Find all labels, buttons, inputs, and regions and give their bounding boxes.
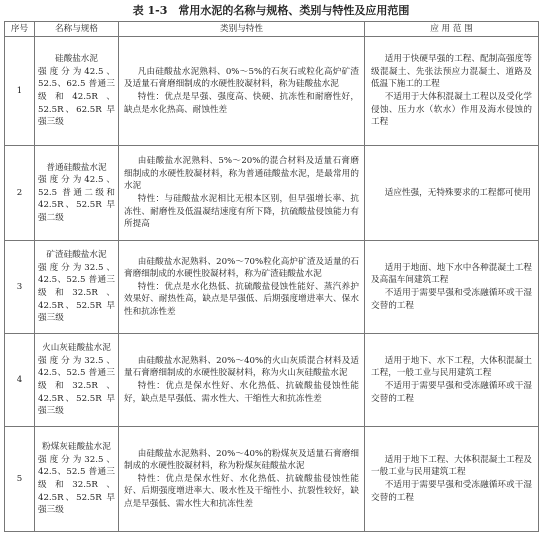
row-number: 1: [5, 37, 35, 146]
cement-spec: 强度分为42.5、52.5 普通二级和42.5R、52.5R 早强二级: [38, 175, 115, 223]
name-cell: [35, 146, 119, 241]
name-cell: [35, 37, 119, 146]
type-cell: [119, 427, 365, 532]
type-definition: 由硅酸盐水泥熟料、20%～40%的粉煤灰及适量石膏磨细制成的水硬性胶凝材料，称为粉煤灰硅酸盐水泥: [124, 448, 359, 472]
cement-name: 粉煤灰硅酸盐水泥: [42, 442, 111, 453]
table-caption: 表 1-3 常用水泥的名称与规格、类别与特性及应用范围: [132, 4, 410, 17]
type-definition: 由硅酸盐水泥熟料、20%～70%粒化高炉矿渣及适量的石膏磨细制成的水硬性胶凝材料，称为矿渣硅酸盐水泥: [124, 256, 359, 280]
type-definition: 凡由硅酸盐水泥熟料、0%～5%的石灰石或粒化高炉矿渣及适量石膏磨细制成的水硬性胶凝材料，称为硅酸盐水泥: [124, 66, 359, 90]
table-row: [5, 146, 539, 241]
row-number: 2: [5, 146, 35, 241]
row-number: 3: [5, 241, 35, 334]
type-definition: 由硅酸盐水泥熟料、20%～40%的火山灰质混合材料及适量石膏磨细制成的水硬性胶凝材料，称为火山灰硅酸盐水泥: [124, 355, 359, 379]
type-characteristics: 特性：优点是保水性好、水化热低、抗硫酸盐侵蚀性能好，缺点是早强低、需水性大、干缩性大和抗冻性差: [124, 381, 359, 404]
scope-cell: [365, 427, 539, 532]
header-type: 类别与特性: [119, 22, 365, 37]
scope-suitable: 适应性强，无特殊要求的工程都可使用: [384, 187, 531, 198]
cement-spec: 强度分为42.5、52.5、62.5 普通三级和42.5R、52.5R、62.5R 早强三级: [38, 66, 115, 128]
scope-cell: [365, 241, 539, 334]
scope-suitable: 适用于地面、地下水中各种混凝土工程及高温车间建筑工程: [371, 262, 532, 286]
name-cell: [35, 427, 119, 532]
header-row: [5, 22, 539, 37]
type-characteristics: 特性：优点是水化热低、抗硫酸盐侵蚀性能好、蒸汽养护效果好、耐热性高，缺点是早强低、后期强度增进率大、保水性和抗冻性差: [124, 281, 359, 317]
type-characteristics: 特性：与硅酸盐水泥相比无根本区别，但早强增长率、抗冻性、耐磨性及低温凝结速度有所下降，抗硫酸盐侵蚀能力有所提高: [124, 194, 359, 230]
type-cell: [119, 37, 365, 146]
scope-suitable: 适用于地下、水下工程，大体积混凝土工程，一般工业与民用建筑工程: [371, 355, 532, 379]
cement-name: 矿渣硅酸盐水泥: [46, 250, 107, 261]
cement-name: 硅酸盐水泥: [55, 54, 98, 65]
scope-unsuitable: 不适用于大体积混凝土工程以及受化学侵蚀、压力水（软水）作用及海水侵蚀的工程: [371, 92, 532, 128]
cement-spec: 强度分为32.5、42.5、52.5 普通三级和32.5R、42.5R、52.5R 早强三级: [38, 262, 115, 324]
type-cell: [119, 334, 365, 427]
header-name: 名称与规格: [35, 22, 119, 37]
scope-cell: [365, 37, 539, 146]
scope-unsuitable: 不适用于需要早强和受冻融循环或干湿交替的工程: [371, 288, 532, 311]
name-cell: [35, 334, 119, 427]
cement-spec: 强度分为32.5、42.5、52.5 普通三级和32.5R、42.5R、52.5R 早强三级: [38, 355, 115, 417]
table-row: [5, 241, 539, 334]
type-characteristics: 特性：优点是早强、强度高、快硬、抗冻性和耐磨性好，缺点是水化热高、耐蚀性差: [124, 92, 359, 115]
scope-cell: [365, 334, 539, 427]
scope-unsuitable: 不适用于需要早强和受冻融循环或干湿交替的工程: [371, 381, 532, 404]
cement-name: 普通硅酸盐水泥: [46, 162, 107, 173]
cement-spec: 强度分为32.5、42.5、52.5 普通三级和32.5R、42.5R、52.5R 早强三级: [38, 454, 115, 516]
type-cell: [119, 146, 365, 241]
cement-table: [4, 21, 539, 532]
name-cell: [35, 241, 119, 334]
type-definition: 由硅酸盐水泥熟料、5%～20%的混合材料及适量石膏磨细制成的水硬性胶凝材料，称为普通硅酸盐水泥，是最常用的水泥: [124, 156, 359, 192]
scope-cell: [365, 146, 539, 241]
cement-name: 火山灰硅酸盐水泥: [42, 343, 111, 354]
table-row: [5, 37, 539, 146]
type-characteristics: 特性：优点是保水性好、水化热低、抗硫酸盐侵蚀性能好、后期强度增进率大、吸水性及干缩性小、抗裂性较好，缺点是早强低、需水性大和抗冻性差: [124, 473, 359, 509]
type-cell: [119, 241, 365, 334]
header-scope: 应 用 范 围: [365, 22, 539, 37]
scope-suitable: 适用于地下工程、大体积混凝土工程及一般工业与民用建筑工程: [371, 454, 532, 478]
row-number: 4: [5, 334, 35, 427]
scope-suitable: 适用于快硬早强的工程、配制高强度等级混凝土、先张法预应力混凝土、道路及低温下施工的工程: [371, 54, 532, 90]
table-row: [5, 334, 539, 427]
scope-unsuitable: 不适用于需要早强和受冻融循环或干湿交替的工程: [371, 480, 532, 503]
table-row: [5, 427, 539, 532]
row-number: 5: [5, 427, 35, 532]
header-no: 序号: [5, 22, 35, 37]
